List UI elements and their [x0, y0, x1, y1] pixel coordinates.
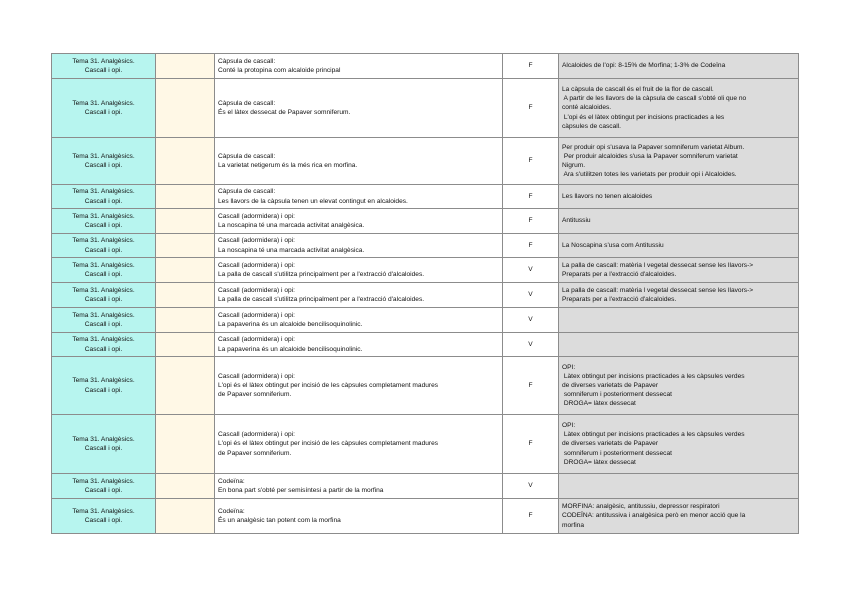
topic-cell-line: Tema 31. Analgèsics.	[72, 435, 135, 443]
topic-cell-line: Tema 31. Analgèsics.	[72, 212, 135, 220]
question-cell	[215, 54, 503, 79]
topic-cell-line: Cascall i opi.	[84, 386, 123, 394]
answer-cell: F	[503, 79, 559, 138]
question-cell	[215, 357, 503, 415]
question-cell-line: Càpsula de cascall:	[218, 152, 276, 160]
question-cell-line: Càpsula de cascall:	[218, 57, 276, 65]
note-cell	[559, 185, 799, 209]
answer-cell: V	[503, 333, 559, 357]
topic-cell-line: Tema 31. Analgèsics.	[72, 99, 135, 107]
empty-cell	[156, 474, 215, 499]
topic-cell	[52, 234, 156, 258]
empty-cell	[156, 209, 215, 234]
note-cell-line: Les llavors no tenen alcaloides	[562, 192, 653, 200]
table-row	[52, 474, 799, 499]
topic-cell-line: Cascall i opi.	[84, 197, 123, 205]
empty-cell	[156, 138, 215, 185]
note-cell-line: de diverses varietats de Papaver	[562, 381, 659, 389]
note-cell	[559, 308, 799, 333]
question-cell-line: Cascall (adormidera) i opi:	[218, 311, 295, 319]
note-cell	[559, 258, 799, 283]
question-cell-line: Cascall (adormidera) i opi:	[218, 336, 295, 344]
question-cell	[215, 258, 503, 283]
table-row	[52, 357, 799, 415]
note-cell	[559, 79, 799, 138]
note-cell	[559, 357, 799, 415]
topic-cell	[52, 54, 156, 79]
note-cell-line: morfina	[562, 521, 584, 529]
topic-cell	[52, 415, 156, 474]
note-cell-line: Alcaloides de l'opi: 8-15% de Morfina; 1-3% de Codeïna	[562, 62, 726, 70]
topic-cell-line: Cascall i opi.	[84, 517, 123, 524]
empty-cell	[156, 54, 215, 79]
question-cell-line: Cascall (adormidera) i opi:	[218, 286, 295, 294]
table-row	[52, 209, 799, 234]
note-cell-line: OPI:	[562, 422, 576, 430]
question-cell-line: Cascall (adormidera) i opi:	[218, 237, 295, 245]
topic-cell-line: Tema 31. Analgèsics.	[72, 336, 135, 344]
empty-cell	[156, 79, 215, 138]
question-cell-line: L'opi és el làtex obtingut per incisió de les càpsules completament madures	[218, 440, 439, 448]
topic-cell	[52, 308, 156, 333]
topic-cell	[52, 258, 156, 283]
question-cell	[215, 234, 503, 258]
topic-cell	[52, 357, 156, 415]
topic-cell-line: Cascall i opi.	[84, 296, 123, 303]
question-cell-line: Cascall (adormidera) i opi:	[218, 372, 295, 380]
note-cell	[559, 499, 799, 534]
table-row	[52, 283, 799, 308]
empty-cell	[156, 308, 215, 333]
question-cell-line: Codeïna:	[218, 477, 245, 485]
topic-cell-line: Tema 31. Analgèsics.	[72, 57, 135, 65]
question-cell	[215, 209, 503, 234]
note-cell-line: La Noscapina s'usa com Antitussiu	[562, 241, 664, 249]
topic-cell	[52, 138, 156, 185]
question-cell-line: Cascall (adormidera) i opi:	[218, 212, 295, 220]
topic-cell-line: Cascall i opi.	[84, 109, 123, 116]
topic-cell-line: Tema 31. Analgèsics.	[72, 237, 135, 245]
topic-cell-line: Tema 31. Analgèsics.	[72, 507, 135, 515]
table-row	[52, 185, 799, 209]
question-cell-line: La varietat netigerum és la més rica en morfina.	[218, 162, 358, 169]
answer-cell: F	[503, 357, 559, 415]
empty-cell	[156, 333, 215, 357]
note-cell-line: L'opi és el làtex obtingut per incisions practicades a les	[562, 113, 725, 121]
note-cell-line: Per produir opi s'usava la Papaver somniferum varietat Album.	[562, 143, 745, 151]
note-cell-line: Làtex obtingut per incisions practicades a les càpsules verdes	[562, 431, 745, 439]
note-cell-line: La palla de cascall: matèria l vegetal dessecat sense les llavors->	[562, 286, 754, 294]
topic-cell-line: Tema 31. Analgèsics.	[72, 477, 135, 485]
question-cell-line: La palla de cascall s'utilitza principalment per a l'extracció d'alcaloides.	[218, 271, 425, 278]
topic-cell-line: Cascall i opi.	[84, 246, 123, 254]
note-cell	[559, 138, 799, 185]
table-row	[52, 333, 799, 357]
topic-cell-line: Tema 31. Analgèsics.	[72, 152, 135, 160]
question-cell-line: Cascall (adormidera) i opi:	[218, 431, 295, 439]
topic-cell-line: Tema 31. Analgèsics.	[72, 261, 135, 269]
question-cell	[215, 474, 503, 499]
answer-cell: V	[503, 308, 559, 333]
answer-cell: F	[503, 54, 559, 79]
topic-cell-line: Cascall i opi.	[84, 162, 123, 169]
table-row	[52, 258, 799, 283]
note-cell-line: Nigrum.	[562, 162, 586, 169]
question-table	[51, 53, 799, 534]
topic-cell-line: Cascall i opi.	[84, 487, 123, 494]
note-cell-line: somniferum i posteriorment dessecat	[562, 449, 672, 457]
topic-cell-line: Tema 31. Analgèsics.	[72, 286, 135, 294]
note-cell-line: Antitussiu	[562, 217, 591, 225]
topic-cell	[52, 499, 156, 534]
topic-cell-line: Cascall i opi.	[84, 271, 123, 278]
note-cell-line: DROGA= làtex dessecat	[562, 400, 636, 408]
topic-cell	[52, 185, 156, 209]
note-cell-line: Ara s'utilitzen totes les varietats per produir opi i Alcaloides.	[562, 171, 737, 179]
question-cell-line: L'opi és el làtex obtingut per incisió de les càpsules completament madures	[218, 381, 439, 389]
answer-cell: F	[503, 415, 559, 474]
empty-cell	[156, 234, 215, 258]
answer-cell: V	[503, 283, 559, 308]
note-cell-line: A partir de les llavors de la càpsula de cascall s'obté oli que no	[562, 95, 747, 103]
note-cell-line: conté alcaloides.	[562, 104, 612, 112]
note-cell-line: MORFINA: analgèsic, antitussiu, depressor respiratori	[562, 503, 720, 511]
question-cell-line: La papaverina és un alcaloide bencilisoquinolinic.	[218, 345, 363, 353]
note-cell	[559, 474, 799, 499]
topic-cell-line: Cascall i opi.	[84, 445, 123, 452]
note-cell-line: somniferum i posteriorment dessecat	[562, 391, 672, 399]
question-cell	[215, 138, 503, 185]
question-cell	[215, 415, 503, 474]
answer-cell: V	[503, 474, 559, 499]
question-cell-line: En bona part s'obté per semisíntesi a partir de la morfina	[218, 487, 384, 494]
empty-cell	[156, 499, 215, 534]
table-row	[52, 138, 799, 185]
topic-cell-line: Cascall i opi.	[84, 67, 123, 74]
table-row	[52, 499, 799, 534]
question-cell-line: Conté la protopina com alcaloide principal	[218, 67, 341, 74]
note-cell-line: de diverses varietats de Papaver	[562, 440, 659, 448]
note-cell	[559, 209, 799, 234]
topic-cell-line: Cascall i opi.	[84, 321, 123, 328]
note-cell-line: Preparats per a l'extracció d'alcaloides.	[562, 296, 677, 303]
note-cell-line: CODEÏNA: antitussiva i analgèsica però en menor acció que la	[562, 512, 746, 520]
note-cell	[559, 234, 799, 258]
note-cell-line: Preparats per a l'extracció d'alcaloides.	[562, 271, 677, 278]
note-cell-line: càpsules de cascall.	[562, 122, 622, 130]
question-cell	[215, 308, 503, 333]
topic-cell-line: Cascall i opi.	[84, 222, 123, 229]
question-cell	[215, 185, 503, 209]
table-row	[52, 415, 799, 474]
question-cell-line: És el làtex dessecat de Papaver somniferum.	[218, 109, 351, 116]
note-cell-line: La palla de cascall: matèria l vegetal dessecat sense les llavors->	[562, 261, 754, 269]
note-cell-line: Per produir alcaloides s'usa la Papaver somniferum varietat	[562, 152, 738, 160]
question-cell-line: Cascall (adormidera) i opi:	[218, 261, 295, 269]
question-cell-line: Càpsula de cascall:	[218, 99, 276, 107]
table-row	[52, 234, 799, 258]
note-cell	[559, 54, 799, 79]
topic-cell	[52, 333, 156, 357]
question-cell	[215, 333, 503, 357]
topic-cell-line: Tema 31. Analgèsics.	[72, 188, 135, 196]
empty-cell	[156, 283, 215, 308]
table-body	[52, 54, 799, 534]
question-cell-line: Càpsula de cascall:	[218, 188, 276, 196]
question-cell-line: Codeïna:	[218, 507, 245, 515]
question-cell-line: És un analgèsic tan potent com la morfina	[218, 517, 341, 524]
topic-cell-line: Tema 31. Analgèsics.	[72, 311, 135, 319]
question-cell-line: La palla de cascall s'utilitza principalment per a l'extracció d'alcaloides.	[218, 296, 425, 303]
empty-cell	[156, 415, 215, 474]
topic-cell-line: Tema 31. Analgèsics.	[72, 377, 135, 385]
topic-cell-line: Cascall i opi.	[84, 345, 123, 353]
note-cell-line: Làtex obtingut per incisions practicades a les càpsules verdes	[562, 372, 745, 380]
question-cell-line: La noscapina té una marcada activitat analgèsica.	[218, 246, 365, 254]
answer-cell: F	[503, 138, 559, 185]
question-cell	[215, 499, 503, 534]
answer-cell: F	[503, 234, 559, 258]
note-cell-line: OPI:	[562, 363, 576, 371]
topic-cell	[52, 209, 156, 234]
question-cell	[215, 79, 503, 138]
empty-cell	[156, 357, 215, 415]
table-row	[52, 308, 799, 333]
note-cell	[559, 333, 799, 357]
topic-cell	[52, 283, 156, 308]
table-row	[52, 79, 799, 138]
question-cell-line: La papaverina és un alcaloide bencilisoquinolinic.	[218, 321, 363, 328]
note-cell-line: DROGA= làtex dessecat	[562, 458, 636, 466]
question-cell-line: de Papaver somniferium.	[218, 449, 292, 457]
table-row	[52, 54, 799, 79]
answer-cell: F	[503, 209, 559, 234]
note-cell	[559, 283, 799, 308]
question-cell-line: La noscapina té una marcada activitat analgèsica.	[218, 222, 365, 229]
question-cell	[215, 283, 503, 308]
note-cell-line: La càpsula de cascall és el fruit de la flor de cascall.	[562, 86, 714, 94]
answer-cell: F	[503, 499, 559, 534]
topic-cell	[52, 79, 156, 138]
question-cell-line: Les llavors de la càpsula tenen un elevat contingut en alcaloides.	[218, 197, 408, 205]
answer-cell: F	[503, 185, 559, 209]
empty-cell	[156, 258, 215, 283]
empty-cell	[156, 185, 215, 209]
question-cell-line: de Papaver somniferium.	[218, 391, 292, 399]
topic-cell	[52, 474, 156, 499]
note-cell	[559, 415, 799, 474]
answer-cell: V	[503, 258, 559, 283]
